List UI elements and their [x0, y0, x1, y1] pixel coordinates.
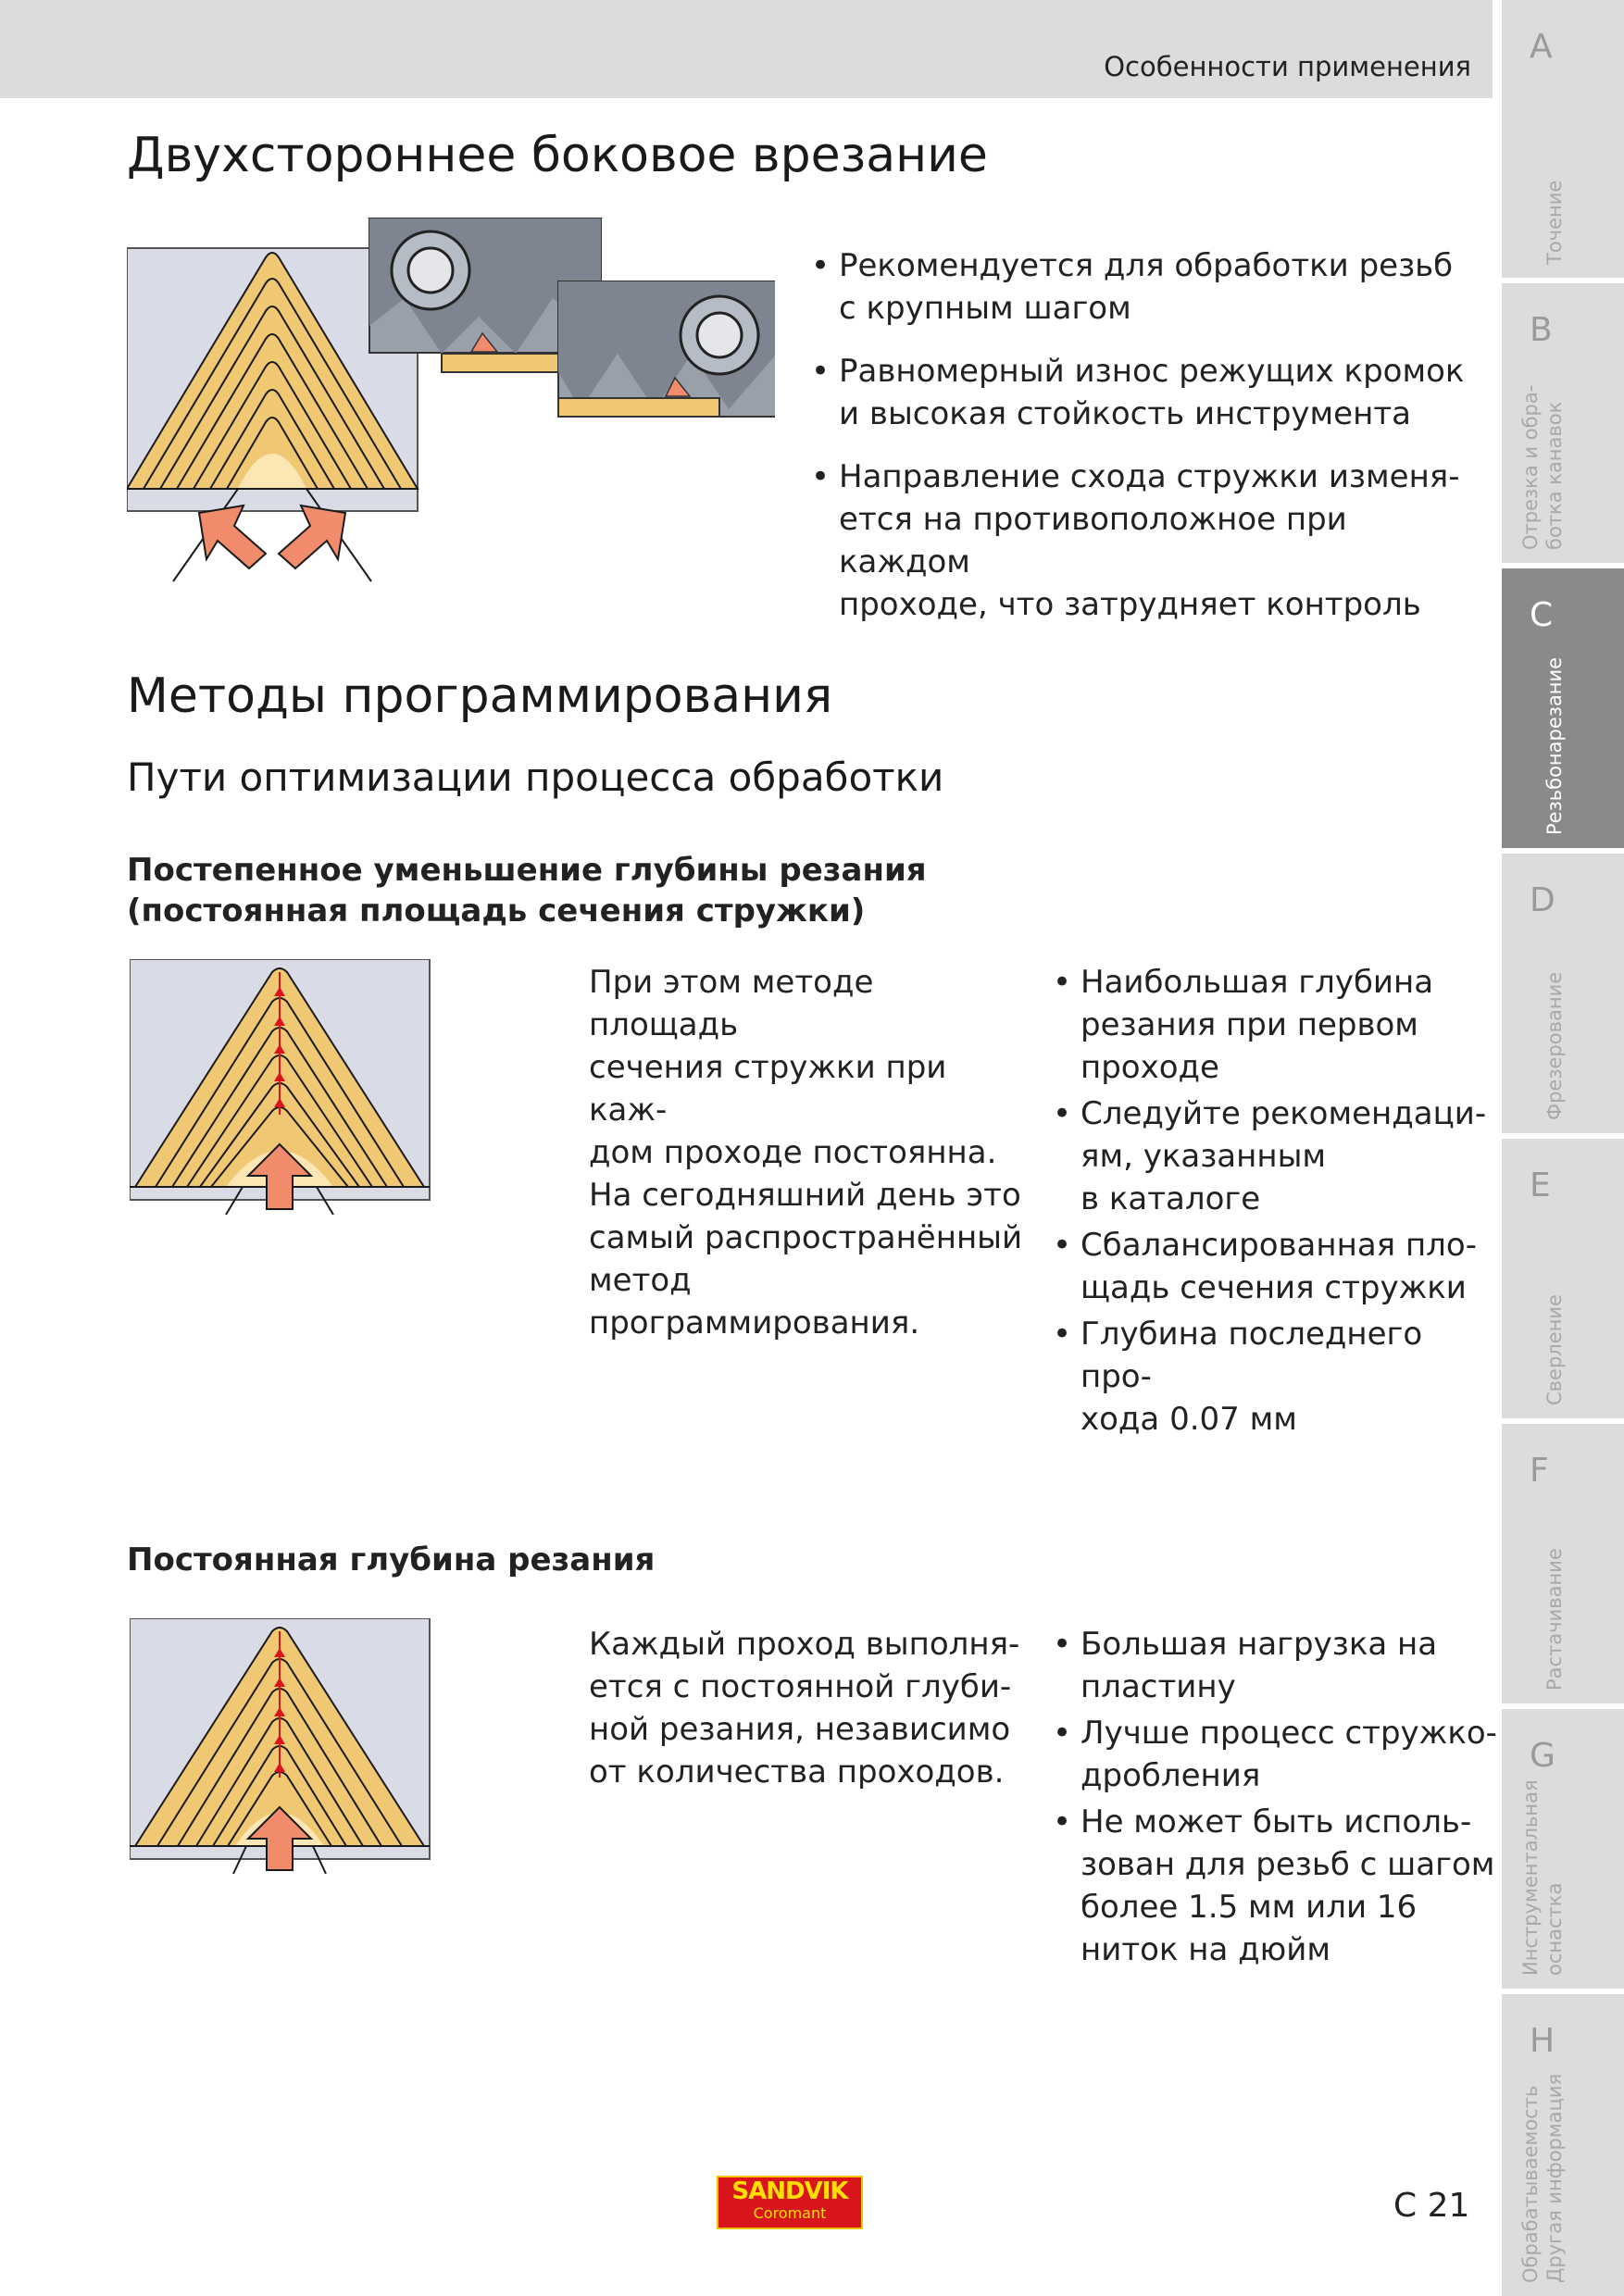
method1-title: Постепенное уменьшение глубины резания (постоянная площадь сечения стружки) [127, 852, 927, 930]
method2-title: Постоянная глубина резания [127, 1541, 656, 1578]
tab-a[interactable] [1502, 0, 1624, 278]
list-item: • Лучше процесс стружко- дробления [1053, 1712, 1497, 1797]
list-item: • Равномерный износ режущих кромок и высокая стойкость инструмента [811, 350, 1478, 435]
tab-letter: G [1530, 1737, 1555, 1775]
section-subheading: Пути оптимизации процесса обработки [127, 755, 944, 800]
method2-description: Каждый проход выполня- ется с постоянной глуби- ной резания, независимо от количества проходов. [589, 1626, 1020, 1791]
tab-letter: B [1530, 311, 1553, 349]
flank-bullet-list [811, 244, 1478, 626]
page-number: C 21 [1393, 2187, 1470, 2225]
sandvik-logo [717, 2176, 863, 2229]
list-item: • Глубина последнего про- хода 0.07 мм [1053, 1313, 1497, 1441]
tab-label: Растачивание [1543, 1548, 1566, 1691]
logo-line1: SANDVIK [731, 2177, 848, 2205]
tab-label: Инструментальная оснастка [1519, 1779, 1566, 1976]
constant-depth-illustration [130, 1618, 431, 1874]
section-title: Особенности применения [1104, 51, 1471, 82]
logo-line2: Coromant [753, 2204, 827, 2222]
tab-letter: A [1530, 28, 1553, 66]
chapter-tabs [1502, 0, 1624, 2296]
page-title: Двухстороннее боковое врезание [127, 128, 988, 183]
method2-bullet-list [1053, 1623, 1497, 1971]
list-item: • Большая нагрузка на пластину [1053, 1623, 1497, 1708]
tab-label: Сверление [1543, 1294, 1566, 1405]
list-item: • Следуйте рекомендаци- ям, указанным в каталоге [1053, 1092, 1497, 1220]
tab-label: Обрабатываемость Другая информация [1519, 2073, 1566, 2283]
method1-bullet-list [1053, 961, 1497, 1441]
method1-description: При этом методе площадь сечения стружки при каж- дом проходе постоянна. На сегодняшний день это самый распространённый метод программирования. [589, 964, 1023, 1341]
tab-b[interactable] [1502, 283, 1624, 563]
tab-e[interactable] [1502, 1139, 1624, 1418]
tab-h[interactable] [1502, 1994, 1624, 2296]
section-heading: Методы программирования [127, 668, 833, 724]
tab-label: Фрезерование [1543, 971, 1566, 1120]
tab-label: Резьбонарезание [1543, 656, 1566, 835]
tab-letter: F [1530, 1452, 1549, 1490]
tab-letter: H [1530, 2022, 1555, 2060]
decreasing-depth-illustration [130, 959, 431, 1215]
tab-letter: D [1530, 881, 1555, 919]
tab-letter: C [1530, 596, 1554, 634]
tab-label: Точение [1543, 180, 1566, 265]
tab-letter: E [1530, 1167, 1551, 1204]
list-item: • Направление схода стружки изменя- ется на противоположное при каждом проходе, что затрудняет контроль [811, 455, 1478, 626]
list-item: • Наибольшая глубина резания при первом проходе [1053, 961, 1497, 1089]
tab-f[interactable] [1502, 1424, 1624, 1703]
tab-d[interactable] [1502, 854, 1624, 1133]
tab-label: Отрезка и обра- ботка канавок [1519, 384, 1566, 550]
list-item: • Не может быть исполь- зован для резьб с шагом более 1.5 мм или 16 ниток на дюйм [1053, 1801, 1497, 1971]
tab-g[interactable] [1502, 1709, 1624, 1989]
tab-c[interactable] [1502, 568, 1624, 848]
list-item: • Сбалансированная пло- щадь сечения стружки [1053, 1224, 1497, 1309]
list-item: • Рекомендуется для обработки резьб с крупным шагом [811, 244, 1478, 330]
flank-infeed-illustration [127, 215, 775, 585]
header-bar [0, 0, 1493, 98]
